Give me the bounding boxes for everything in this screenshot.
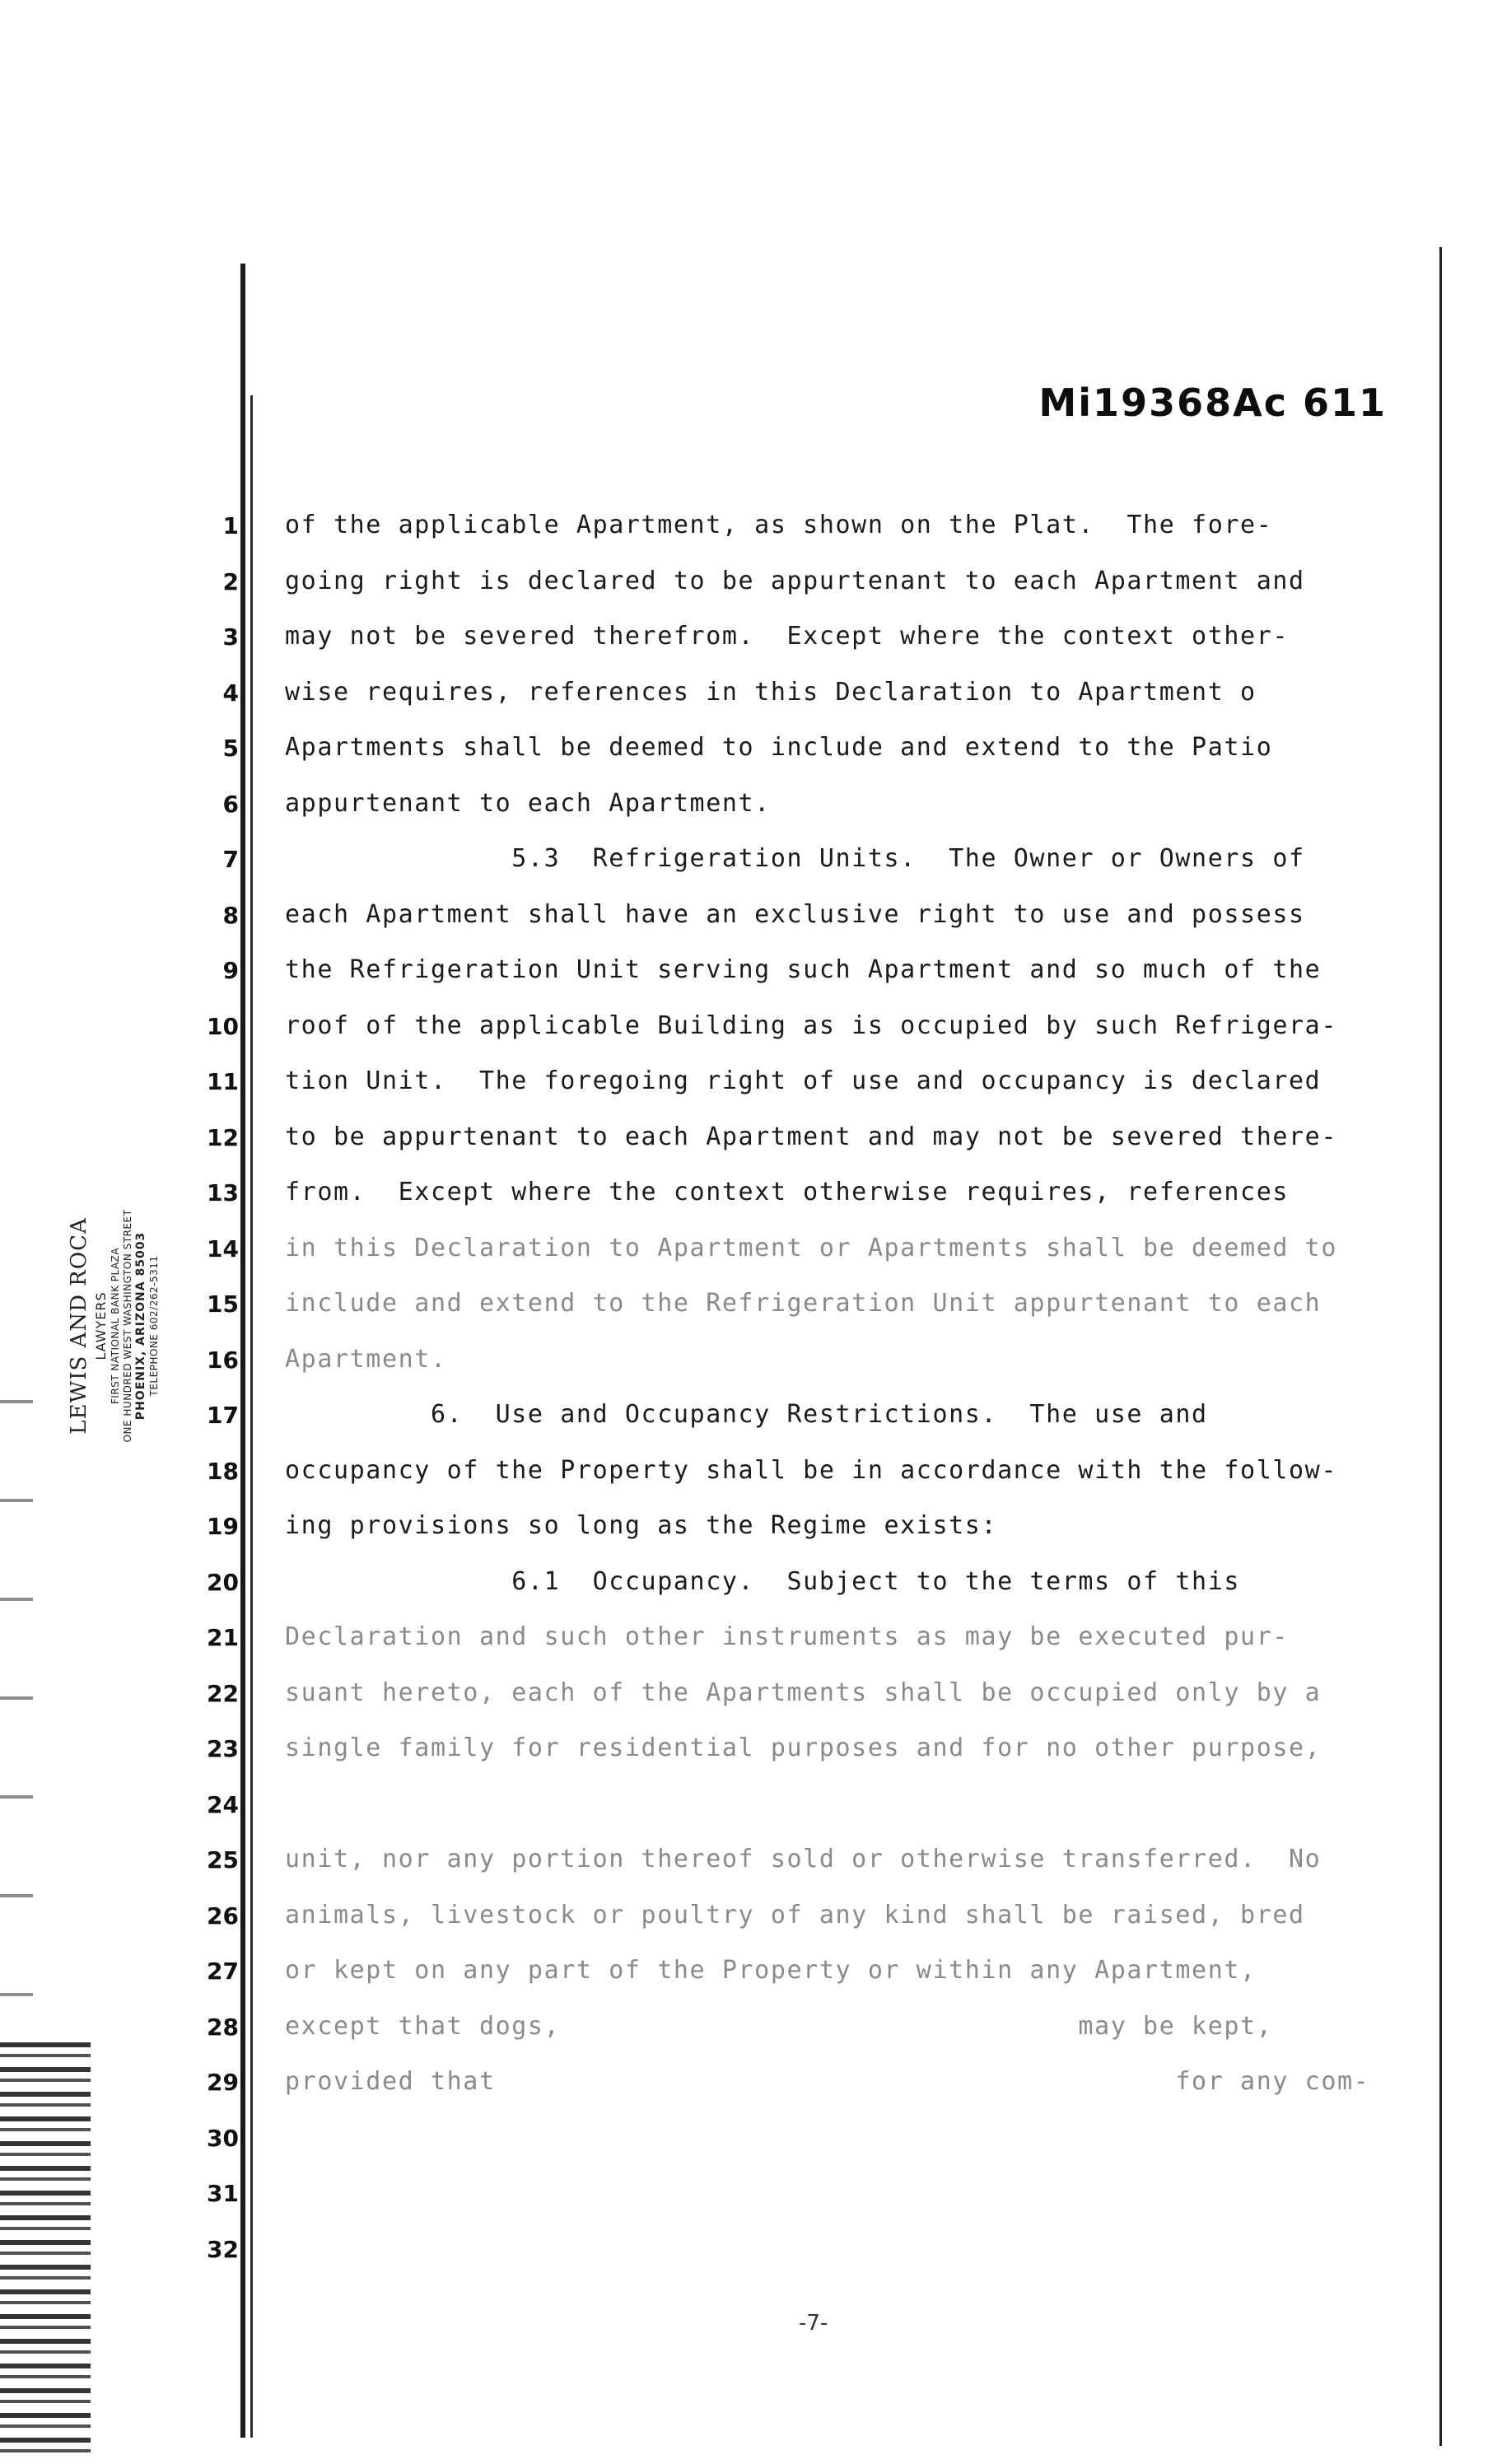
line-text: from. Except where the context otherwise requires, references xyxy=(285,1178,1290,1206)
line-text: include and extend to the Refrigeration Unit appurtenant to each xyxy=(285,1289,1322,1318)
line-number: 22 xyxy=(207,1679,239,1707)
line-number: 25 xyxy=(207,1846,239,1874)
line-number: 30 xyxy=(207,2124,239,2152)
line-text: provided that for any com- xyxy=(285,2067,1370,2096)
line-21 xyxy=(0,1616,1502,1672)
line-number: 2 xyxy=(222,567,239,595)
line-text: to be appurtenant to each Apartment and may not be severed there- xyxy=(285,1122,1337,1151)
line-number: 32 xyxy=(207,2235,239,2263)
line-number: 1 xyxy=(222,512,239,539)
line-13 xyxy=(0,1171,1502,1227)
line-number: 31 xyxy=(207,2180,239,2207)
line-number: 10 xyxy=(207,1012,239,1040)
line-text: appurtenant to each Apartment. xyxy=(285,788,771,818)
line-17 xyxy=(0,1393,1502,1449)
line-text: or kept on any part of the Property or within any Apartment, xyxy=(285,1956,1257,1985)
line-text: may not be severed therefrom. Except where the context other- xyxy=(285,622,1290,651)
line-number: 29 xyxy=(207,2069,239,2096)
line-15 xyxy=(0,1282,1502,1338)
line-5 xyxy=(0,726,1502,782)
line-text: except that dogs, may be kept, xyxy=(285,2011,1273,2041)
line-12 xyxy=(0,1116,1502,1172)
line-number: 17 xyxy=(207,1402,239,1429)
line-number: 21 xyxy=(207,1624,239,1651)
line-text: of the applicable Apartment, as shown on the Plat. The fore- xyxy=(285,511,1273,539)
line-number: 20 xyxy=(207,1568,239,1596)
line-number: 9 xyxy=(222,957,239,984)
line-text: roof of the applicable Building as is occupied by such Refrigera- xyxy=(285,1010,1337,1040)
line-text: 6.1 Occupancy. Subject to the terms of this xyxy=(285,1566,1241,1596)
line-number: 26 xyxy=(207,1902,239,1930)
line-text: 5.3 Refrigeration Units. The Owner or Owners of xyxy=(285,844,1305,873)
line-10 xyxy=(0,1005,1502,1061)
line-text: Declaration and such other instruments as may be executed pur- xyxy=(285,1622,1290,1651)
line-28 xyxy=(0,2005,1502,2061)
line-19 xyxy=(0,1505,1502,1561)
firm-title: LAWYERS xyxy=(92,1291,109,1360)
firm-name: LEWIS AND ROCA xyxy=(67,1217,91,1435)
line-number: 23 xyxy=(207,1735,239,1762)
line-text: the Refrigeration Unit serving such Apartment and so much of the xyxy=(285,955,1322,984)
line-number: 27 xyxy=(207,1958,239,1985)
line-text: unit, nor any portion thereof sold or otherwise transferred. No xyxy=(285,1845,1322,1874)
line-18 xyxy=(0,1449,1502,1505)
recording-number: Mi19368Ac 611 xyxy=(1038,380,1387,425)
line-number: 19 xyxy=(207,1513,239,1540)
page-number: -7- xyxy=(799,2311,828,2336)
line-number: 8 xyxy=(222,901,239,929)
line-2 xyxy=(0,560,1502,616)
line-number: 24 xyxy=(207,1790,239,1818)
line-8 xyxy=(0,894,1502,950)
line-number: 15 xyxy=(207,1290,239,1318)
line-number: 4 xyxy=(222,679,239,707)
line-text: Apartments shall be deemed to include and extend to the Patio xyxy=(285,733,1273,762)
line-11 xyxy=(0,1060,1502,1116)
line-number: 11 xyxy=(207,1068,239,1095)
line-number: 6 xyxy=(222,790,239,818)
line-29 xyxy=(0,2060,1502,2116)
line-14 xyxy=(0,1227,1502,1283)
line-9 xyxy=(0,949,1502,1005)
numbered-lines xyxy=(0,504,1502,2283)
line-7 xyxy=(0,838,1502,894)
line-number: 14 xyxy=(207,1234,239,1262)
line-1 xyxy=(0,504,1502,560)
line-4 xyxy=(0,671,1502,727)
line-text: ing provisions so long as the Regime exists: xyxy=(285,1511,998,1540)
line-text: suant hereto, each of the Apartments shall be occupied only by a xyxy=(285,1678,1322,1707)
line-16 xyxy=(0,1338,1502,1394)
line-text: 6. Use and Occupancy Restrictions. The use and xyxy=(285,1400,1208,1429)
line-text: occupancy of the Property shall be in accordance with the follow- xyxy=(285,1455,1337,1485)
line-23 xyxy=(0,1727,1502,1783)
line-number: 18 xyxy=(207,1457,239,1485)
line-text: wise requires, references in this Declaration to Apartment o xyxy=(285,677,1257,707)
line-30 xyxy=(0,2116,1502,2172)
firm-city: PHOENIX, ARIZONA 85003 xyxy=(133,1231,147,1421)
line-27 xyxy=(0,1949,1502,2005)
line-number: 12 xyxy=(207,1123,239,1151)
firm-address-2: ONE HUNDRED WEST WASHINGTON STREET xyxy=(121,1209,133,1443)
line-text: each Apartment shall have an exclusive right to use and possess xyxy=(285,899,1305,929)
line-32 xyxy=(0,2228,1502,2284)
line-6 xyxy=(0,782,1502,838)
line-number: 7 xyxy=(222,846,239,873)
line-text: animals, livestock or poultry of any kind shall be raised, bred xyxy=(285,1900,1305,1930)
line-text: tion Unit. The foregoing right of use and occupancy is declared xyxy=(285,1066,1322,1095)
line-text: going right is declared to be appurtenant to each Apartment and xyxy=(285,566,1305,595)
line-31 xyxy=(0,2172,1502,2228)
line-text: in this Declaration to Apartment or Apartments shall be deemed to xyxy=(285,1233,1337,1262)
line-20 xyxy=(0,1561,1502,1617)
firm-telephone: TELEPHONE 602/262-5311 xyxy=(148,1255,160,1397)
line-text: Apartment. xyxy=(285,1344,447,1374)
line-number: 13 xyxy=(207,1179,239,1206)
line-text: single family for residential purposes and for no other purpose, xyxy=(285,1734,1322,1762)
line-25 xyxy=(0,1838,1502,1894)
line-number: 5 xyxy=(222,735,239,762)
line-22 xyxy=(0,1672,1502,1728)
line-number: 16 xyxy=(207,1346,239,1374)
line-24 xyxy=(0,1783,1502,1839)
line-number: 28 xyxy=(207,2013,239,2041)
line-number: 3 xyxy=(222,623,239,651)
line-26 xyxy=(0,1894,1502,1950)
firm-address-1: FIRST NATIONAL BANK PLAZA xyxy=(109,1247,121,1405)
line-3 xyxy=(0,615,1502,671)
